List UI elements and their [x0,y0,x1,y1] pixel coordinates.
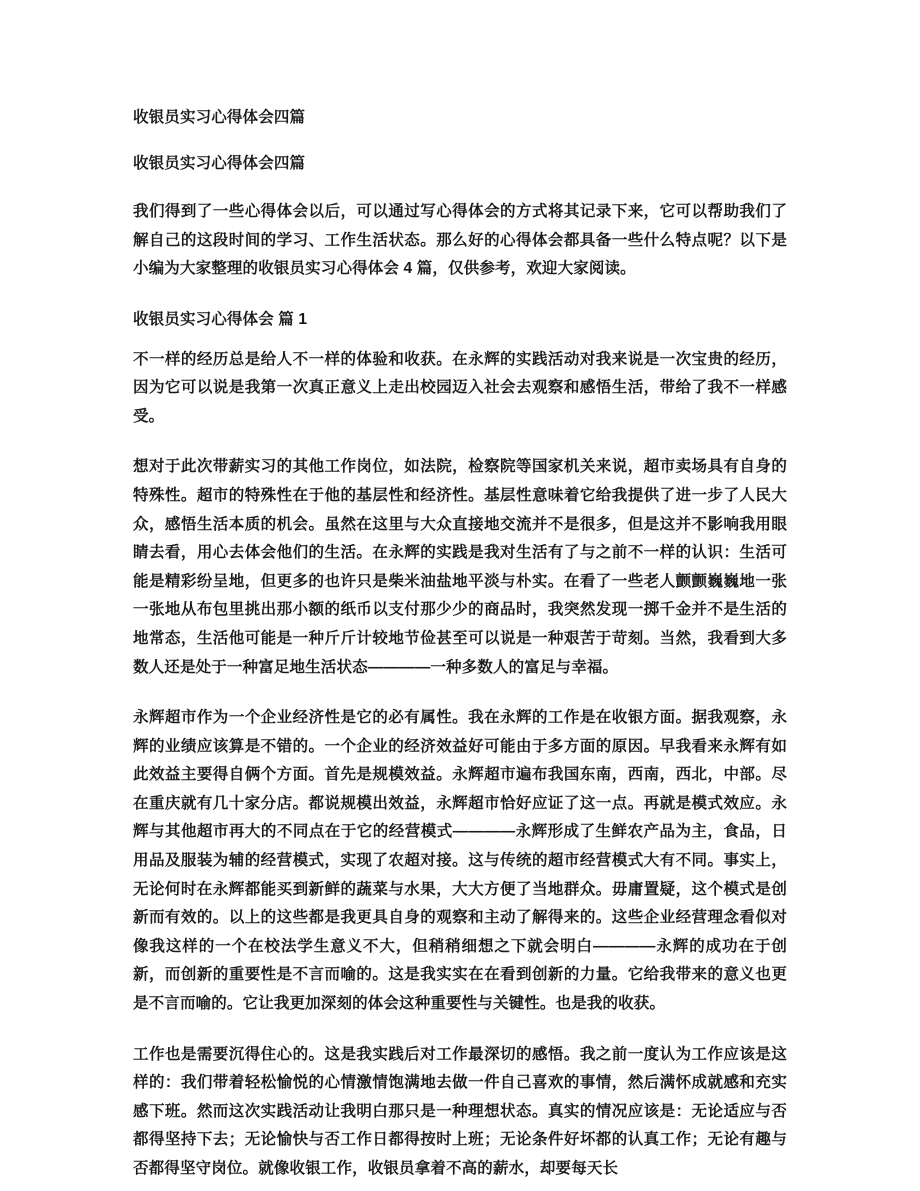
document-title-repeat: 收银员实习心得体会四篇 [133,154,306,172]
body-paragraph-4: 工作也是需要沉得住心的。这是我实践后对工作最深切的感悟。我之前一度认为工作应该是这样的：我们带着轻松愉悦的心情激情饱满地去做一件自己喜欢的事情，然后满怀成就感和充实感下班。然而这次实践活动让我明白那只是一种理想状态。真实的情况应该是：无论适应与否都得坚持下去；无论愉快与否工作日都得按时上班；无论条件好坏都的认真工作；无论有趣与否都得坚守岗位。就像收银工作，收银员拿着不高的薪水，却要每天长 [133,1045,787,1177]
document-content [133,104,787,1184]
body-paragraph-3: 永辉超市作为一个企业经济性是它的必有属性。我在永辉的工作是在收银方面。据我观察，永辉的业绩应该算是不错的。一个企业的经济效益好可能由于多方面的原因。早我看来永辉有如此效益主要得自俩个方面。首先是规模效益。永辉超市遍布我国东南，西南，西北，中部。尽在重庆就有几十家分店。都说规模出效益，永辉超市恰好应证了这一点。再就是模式效应。永辉与其他超市再大的不同点在于它的经营模式————永辉形成了生鲜农产品为主，食品，日用品及服装为辅的经营模式，实现了农超对接。这与传统的超市经营模式大有不同。事实上，无论何时在永辉都能买到新鲜的蔬菜与水果，大大方便了当地群众。毋庸置疑，这个模式是创新而有效的。以上的这些都是我更具自身的观察和主动了解得来的。这些企业经营理念看似对像我这样的一个在校法学生意义不大，但稍稍细想之下就会明白————永辉的成功在于创新，而创新的重要性是不言而喻的。这是我实实在在看到创新的力量。它给我带来的意义也更是不言而喻的。它让我更加深刻的体会这种重要性与关键性。也是我的收获。 [133,709,787,1013]
intro-paragraph: 我们得到了一些心得体会以后，可以通过写心得体会的方式将其记录下来，它可以帮助我们了解自己的这段时间的学习、工作生活状态。那么好的心得体会都具备一些什么特点呢？以下是小编为大家整理的收银员实习心得体会 4 篇，仅供参考，欢迎大家阅读。 [133,203,787,278]
document-title: 收银员实习心得体会四篇 [133,109,306,126]
section-heading-1: 收银员实习心得体会 篇 1 [133,310,308,328]
body-paragraph-2: 想对于此次带薪实习的其他工作岗位，如法院，检察院等国家机关来说，超市卖场具有自身的特殊性。超市的特殊性在于他的基层性和经济性。基层性意味着它给我提供了进一步了人民大众，感悟生活本质的机会。虽然在这里与大众直接地交流并不是很多，但是这并不影响我用眼睛去看，用心去体会他们的生活。在永辉的实践是我对生活有了与之前不一样的认识：生活可能是精彩纷呈地，但更多的也许只是柴米油盐地平淡与朴实。在看了一些老人颤颤巍巍地一张一张地从布包里挑出那小额的纸币以支付那少少的商品时，我突然发现一掷千金并不是生活的地常态，生活他可能是一种斤斤计较地节俭甚至可以说是一种艰苦于苛刻。当然，我看到大多数人还是处于一种富足地生活状态————一种多数人的富足与幸福。 [133,458,787,676]
body-paragraph-1: 不一样的经历总是给人不一样的体验和收获。在永辉的实践活动对我来说是一次宝贵的经历，因为它可以说是我第一次真正意义上走出校园迈入社会去观察和感悟生活，带给了我不一样感受。 [133,350,787,425]
